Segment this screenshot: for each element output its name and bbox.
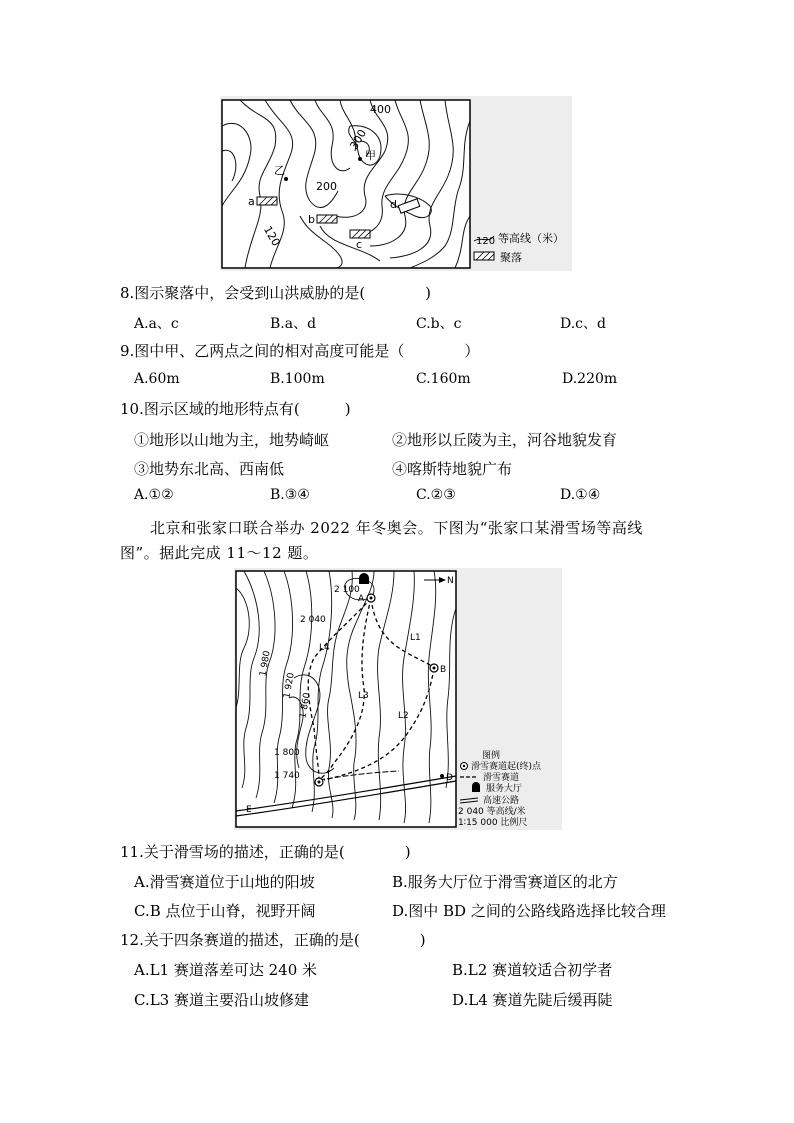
contour-label-400: 400 bbox=[370, 103, 391, 116]
contour-label-1920: 1 920 bbox=[282, 672, 297, 700]
settlement-a-label: a bbox=[248, 195, 255, 208]
q8-option-c[interactable]: C.b、c bbox=[416, 316, 462, 332]
contour-map-1 bbox=[220, 96, 572, 271]
q9-option-b[interactable]: B.100m bbox=[270, 371, 325, 387]
q8-option-d[interactable]: D.c、d bbox=[560, 316, 606, 332]
contour-label-200: 200 bbox=[316, 180, 337, 193]
contour-label-120: 120 bbox=[260, 223, 283, 249]
point-e-label: E bbox=[246, 805, 252, 815]
q9-option-d[interactable]: D.220m bbox=[562, 371, 618, 387]
track-l1-label: L1 bbox=[410, 633, 421, 643]
q10-statement-4: ④喀斯特地貌广布 bbox=[392, 460, 513, 478]
q11-option-d[interactable]: D.图中 BD 之间的公路线路选择比较合理 bbox=[392, 902, 666, 920]
contour-map-1-drawing bbox=[220, 96, 572, 271]
q10-option-a[interactable]: A.①② bbox=[134, 487, 174, 503]
north-arrow-label: N bbox=[447, 576, 454, 586]
contour-label-300: 300 bbox=[347, 127, 370, 152]
legend-title: 图例 bbox=[482, 751, 501, 761]
q8-option-b[interactable]: B.a、d bbox=[270, 316, 317, 332]
legend-contour-text: 等高线（米） bbox=[498, 232, 564, 245]
legend-track-text: 滑雪赛道 bbox=[483, 773, 520, 783]
q11-stem: 11.关于滑雪场的描述，正确的是( ) bbox=[120, 843, 411, 861]
contour-label-1740: 1 740 bbox=[274, 771, 300, 781]
q10-option-b[interactable]: B.③④ bbox=[270, 487, 310, 503]
legend-hall-text: 服务大厅 bbox=[486, 784, 523, 794]
q9-option-a[interactable]: A.60m bbox=[134, 371, 180, 387]
q11-option-a[interactable]: A.滑雪赛道位于山地的阳坡 bbox=[134, 873, 315, 891]
intro-line-2: 图”。据此完成 11～12 题。 bbox=[120, 544, 319, 562]
settlement-d-label: d bbox=[390, 198, 397, 211]
point-a-label: A bbox=[358, 594, 365, 604]
contour-label-2040: 2 040 bbox=[300, 615, 326, 625]
q10-stem: 10.图示区域的地形特点有( ) bbox=[120, 400, 351, 418]
q9-option-c[interactable]: C.160m bbox=[416, 371, 471, 387]
settlement-c-label: c bbox=[356, 238, 363, 251]
contour-label-1860: 1 860 bbox=[298, 692, 313, 720]
contour-label-2100: 2 100 bbox=[334, 585, 360, 595]
legend-start-end-text: 滑雪赛道起(终)点 bbox=[471, 762, 542, 772]
q12-option-c[interactable]: C.L3 赛道主要沿山坡修建 bbox=[134, 991, 309, 1009]
settlement-b-label: b bbox=[308, 213, 315, 226]
q12-option-b[interactable]: B.L2 赛道较适合初学者 bbox=[452, 961, 613, 979]
q10-statement-1: ①地形以山地为主，地势崎岖 bbox=[134, 431, 330, 449]
contour-map-2 bbox=[234, 568, 562, 830]
intro-line-1: 北京和张家口联合举办 2022 年冬奥会。下图为“张家口某滑雪场等高线 bbox=[150, 519, 643, 537]
point-yi-label: 乙 bbox=[274, 164, 285, 177]
q10-statement-2: ②地形以丘陵为主，河谷地貌发育 bbox=[392, 431, 618, 449]
track-l2-label: L2 bbox=[398, 711, 409, 721]
q8-option-a[interactable]: A.a、c bbox=[134, 316, 179, 332]
point-b-label: B bbox=[440, 665, 447, 675]
track-l3-label: L3 bbox=[358, 691, 369, 701]
point-jia-label: 甲 bbox=[365, 149, 376, 162]
contour-label-1980: 1 980 bbox=[258, 650, 273, 678]
q10-option-d[interactable]: D.①④ bbox=[560, 487, 601, 503]
q10-option-c[interactable]: C.②③ bbox=[416, 487, 456, 503]
legend-highway-text: 高速公路 bbox=[483, 796, 520, 806]
q8-stem: 8.图示聚落中，会受到山洪威胁的是( ) bbox=[120, 284, 432, 302]
q11-option-b[interactable]: B.服务大厅位于滑雪赛道区的北方 bbox=[392, 873, 618, 891]
legend-contour-sample: 120 bbox=[476, 236, 496, 247]
contour-label-1800: 1 800 bbox=[274, 748, 300, 758]
point-d-label: D bbox=[446, 773, 453, 783]
q12-option-d[interactable]: D.L4 赛道先陡后缓再陡 bbox=[452, 991, 613, 1009]
q9-stem: 9.图中甲、乙两点之间的相对高度可能是（ ） bbox=[120, 342, 480, 360]
q11-option-c[interactable]: C.B 点位于山脊，视野开阔 bbox=[134, 902, 316, 920]
q12-stem: 12.关于四条赛道的描述，正确的是( ) bbox=[120, 931, 426, 949]
track-l4-label: L4 bbox=[319, 643, 330, 653]
q12-option-a[interactable]: A.L1 赛道落差可达 240 米 bbox=[134, 961, 318, 979]
legend-contour-text: 2 040 等高线/米 bbox=[458, 807, 526, 817]
legend-settlement-text: 聚落 bbox=[500, 251, 522, 264]
contour-map-2-drawing bbox=[234, 568, 562, 830]
q10-statement-3: ③地势东北高、西南低 bbox=[134, 460, 285, 478]
legend-scale-text: 1∶15 000 比例尺 bbox=[458, 818, 528, 828]
